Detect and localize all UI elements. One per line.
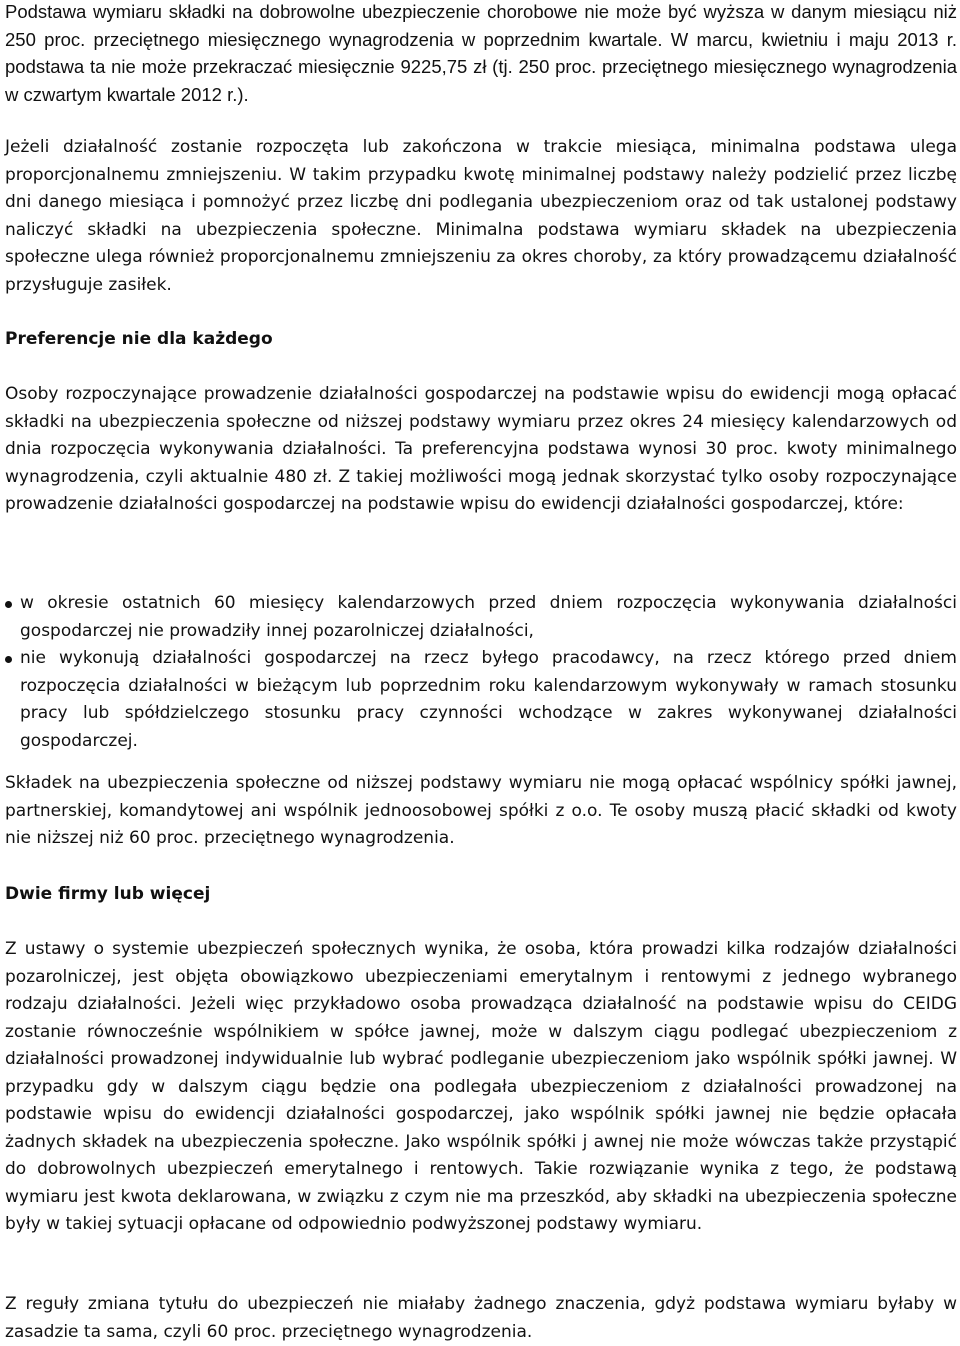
paragraph-proportional-reduction: Jeżeli działalność zostanie rozpoczęta lub zakończona w trakcie miesiąca, minimalna podstawa ulega proporcjonalnemu zmniejszeniu. W takim przypadku kwotę minimalnej podstawy należy podzielić przez liczbę dni danego miesiąca i pomnożyć przez liczbę dni podlegania ubezpieczeniom oraz od tak ustalonej podstawy naliczyć składki na ubezpieczenia społeczne. Minimalna podstawa wymiaru składek na ubezpieczenia społeczne ulega również proporcjonalnemu zmniejszeniu za okres choroby, za który prowadzącemu działalność przysługuje zasiłek.	[5, 137, 957, 295]
conditions-list	[5, 590, 957, 755]
heading-preferences: Preferencje nie dla każdego	[5, 329, 273, 349]
paragraph-partners-exclusion: Składek na ubezpieczenia społeczne od niższej podstawy wymiaru nie mogą opłacać wspólnicy spółki jawnej, partnerskiej, komandytowej ani wspólnik jednoosobowej spółki z o.o. Te osoby muszą płacić składki od kwoty nie niższej niż 60 proc. przeciętnego wynagrodzenia.	[5, 773, 957, 848]
paragraph-multiple-activities: Z ustawy o systemie ubezpieczeń społecznych wynika, że osoba, która prowadzi kilka rodzajów działalności pozarolniczej, jest objęta obowiązkowo ubezpieczeniami emerytalnym i rentowymi z jednego wybranego rodzaju działalności. Jeżeli więc przykładowo osoba prowadząca działalność na podstawie wpisu do CEIDG zostanie równocześnie wspólnikiem w spółce jawnej, może w dalszym ciągu podlegać ubezpieczeniom z działalności prowadzonej indywidualnie lub wybrać podleganie ubezpieczeniom jako wspólnik spółki jawnej. W przypadku gdy w dalszym ciągu będzie ona podlegała ubezpieczeniom z działalności prowadzonej na podstawie wpisu do ewidencji działalności gospodarczej, jako wspólnik spółki jawnej nie będzie opłacała żadnych składek na ubezpieczenia społeczne. Jako wspólnik spółki j awnej nie może wówczas także przystąpić do dobrowolnych ubezpieczeń emerytalnego i rentowych. Takie rozwiązanie wynika z tego, że podstawą wymiaru jest kwota deklarowana, w związku z czym nie ma przeszkód, aby składki na ubezpieczenia społeczne były w takiej sytuacji opłacane od odpowiednio podwyższonej podstawy wymiaru.	[5, 939, 957, 1234]
paragraph-preferential-base: Osoby rozpoczynające prowadzenie działalności gospodarczej na podstawie wpisu do ewidencji mogą opłacać składki na ubezpieczenia społeczne od niższej podstawy wymiaru przez okres 24 miesięcy kalendarzowych od dnia rozpoczęcia wykonywania działalności. Ta preferencyjna podstawa wynosi 30 proc. kwoty minimalnego wynagrodzenia, czyli aktualnie 480 zł. Z takiej możliwości mogą jednak skorzystać tylko osoby rozpoczynające prowadzenie działalności gospodarczej na podstawie wpisu do ewidencji działalności gospodarczej, które:	[5, 384, 957, 514]
list-item: w okresie ostatnich 60 miesięcy kalendarzowych przed dniem rozpoczęcia wykonywania działalności gospodarczej nie prowadziły innej pozarolniczej działalności,	[5, 590, 957, 645]
list-item: nie wykonują działalności gospodarczej na rzecz byłego pracodawcy, na rzecz którego przed dniem rozpoczęcia działalności w bieżącym lub poprzednim roku kalendarzowym wykonywały w ramach stosunku pracy lub spółdzielczego stosunku pracy czynności wchodzące w zakres wykonywanej działalności gospodarczej.	[5, 645, 957, 755]
heading-multiple-businesses: Dwie firmy lub więcej	[5, 884, 211, 904]
paragraph-sickness-insurance-cap: Podstawa wymiaru składki na dobrowolne ubezpieczenie chorobowe nie może być wyższa w danym miesiącu niż 250 proc. przeciętnego miesięcznego wynagrodzenia w poprzednim kwartale. W marcu, kwietniu i maju 2013 r. podstawa ta nie może przekraczać miesięcznie 9225,75 zł (tj. 250 proc. przeciętnego miesięcznego wynagrodzenia w czwartym kwartale 2012 r.).	[5, 1, 957, 105]
paragraph-insurance-title-change: Z reguły zmiana tytułu do ubezpieczeń nie miałaby żadnego znaczenia, gdyż podstawa wymiaru byłaby w zasadzie ta sama, czyli 60 proc. przeciętnego wynagrodzenia.	[5, 1294, 957, 1342]
